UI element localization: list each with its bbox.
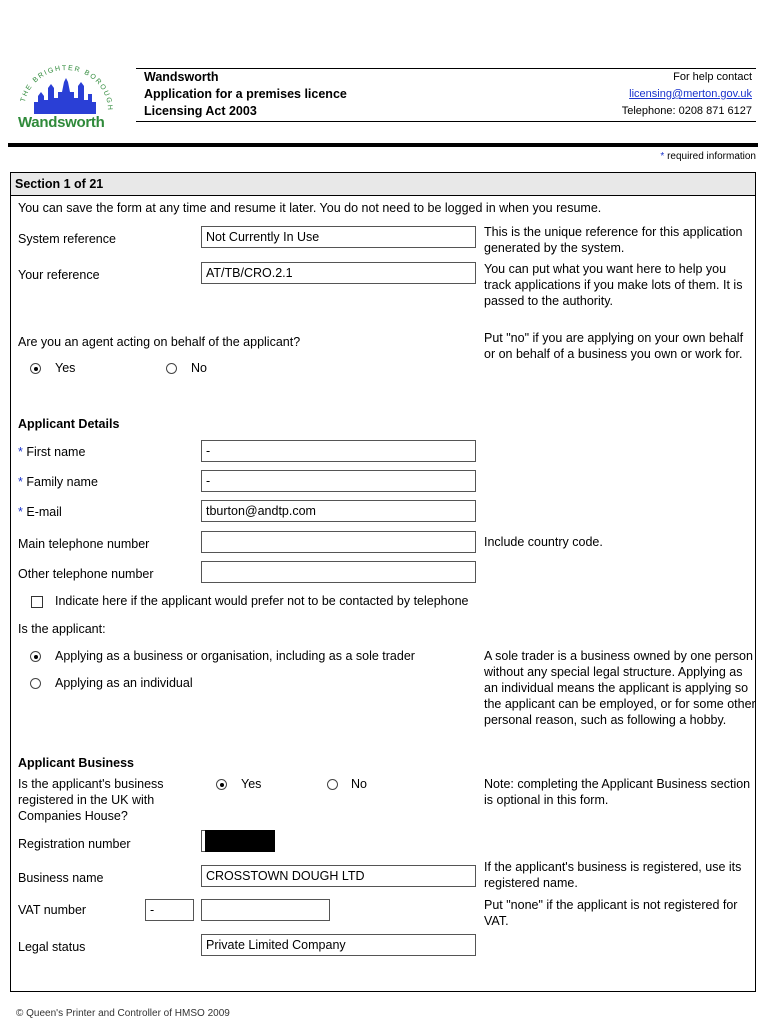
header-form-title: Application for a premises licence <box>144 87 347 101</box>
section-header <box>10 172 756 196</box>
applicant-business-label: Applying as a business or organisation, including as a sole trader <box>55 649 415 663</box>
main-phone-label: Main telephone number <box>18 537 150 551</box>
email-label: * E-mail <box>18 505 62 519</box>
registered-question: Is the applicant's business registered in the UK with Companies House? <box>18 777 164 823</box>
applicant-type-hint: A sole trader is a business owned by one person without any special legal structure. Applying as an individual means the applicant is applying so the applicant can be employed, or for some other personal reason, such as following a hobby. <box>484 649 756 727</box>
registered-no-radio[interactable] <box>327 779 338 790</box>
registration-number-label: Registration number <box>18 837 131 851</box>
help-title: For help contact <box>673 71 752 83</box>
other-phone-label: Other telephone number <box>18 567 154 581</box>
first-name-label: * First name <box>18 445 86 459</box>
legal-status-select[interactable]: Private Limited Company <box>201 934 476 956</box>
registered-hint: Note: completing the Applicant Business section is optional in this form. <box>484 777 751 807</box>
applicant-type-question: Is the applicant: <box>18 622 106 636</box>
section-intro: You can save the form at any time and resume it later. You do not need to be logged in when you resume. <box>18 201 602 215</box>
business-name-hint: If the applicant's business is registered, use its registered name. <box>484 860 742 890</box>
required-star: * <box>18 445 23 459</box>
required-star: * <box>18 505 23 519</box>
help-email-link[interactable]: licensing@merton.gov.uk <box>629 88 752 100</box>
main-phone-input[interactable] <box>201 531 476 553</box>
skyline-icon <box>16 62 116 118</box>
help-phone: Telephone: 0208 871 6127 <box>621 105 752 117</box>
registered-no-label: No <box>351 777 367 791</box>
registered-yes-radio[interactable] <box>216 779 227 790</box>
footer-copyright: © Queen's Printer and Controller of HMSO 2009 <box>16 1008 230 1019</box>
legal-status-label: Legal status <box>18 940 86 954</box>
required-star: * <box>660 151 665 162</box>
system-reference-field: Not Currently In Use <box>201 226 476 248</box>
business-name-label: Business name <box>18 871 104 885</box>
header-council: Wandsworth <box>144 70 219 84</box>
your-reference-input[interactable]: AT/TB/CRO.2.1 <box>201 262 476 284</box>
applicant-details-heading: Applicant Details <box>18 417 120 431</box>
no-phone-contact-checkbox[interactable] <box>31 596 43 608</box>
logo-arc-text: THE BRIGHTER BOROUGH <box>19 64 114 112</box>
other-phone-input[interactable] <box>201 561 476 583</box>
first-name-input[interactable]: - <box>201 440 476 462</box>
agent-hint: Put "no" if you are applying on your own behalf or on behalf of a business you own or work for. <box>484 331 744 361</box>
family-name-input[interactable]: - <box>201 470 476 492</box>
logo-wordmark: Wandsworth <box>18 114 105 131</box>
agent-no-label: No <box>191 361 207 375</box>
required-note-text: required information <box>667 151 756 162</box>
your-reference-label: Your reference <box>18 268 100 282</box>
agent-yes-radio[interactable] <box>30 363 41 374</box>
vat-number-input[interactable] <box>201 899 330 921</box>
agent-no-radio[interactable] <box>166 363 177 374</box>
agent-question: Are you an agent acting on behalf of the applicant? <box>18 335 301 349</box>
main-phone-hint: Include country code. <box>484 535 603 549</box>
applicant-business-radio[interactable] <box>30 651 41 662</box>
applicant-business-heading: Applicant Business <box>18 756 134 770</box>
applicant-individual-label: Applying as an individual <box>55 676 193 690</box>
required-star: * <box>18 475 23 489</box>
registered-yes-label: Yes <box>241 777 262 791</box>
vat-hint: Put "none" if the applicant is not registered for VAT. <box>484 898 738 928</box>
header-rule <box>8 143 758 147</box>
business-name-input[interactable]: CROSSTOWN DOUGH LTD <box>201 865 476 887</box>
vat-prefix-input[interactable]: - <box>145 899 194 921</box>
section-title: Section 1 of 21 <box>15 177 104 191</box>
family-name-label: * Family name <box>18 475 98 489</box>
required-note <box>660 151 756 162</box>
email-input[interactable]: tburton@andtp.com <box>201 500 476 522</box>
system-reference-label: System reference <box>18 232 116 246</box>
no-phone-contact-label: Indicate here if the applicant would prefer not to be contacted by telephone <box>55 594 469 608</box>
header-act: Licensing Act 2003 <box>144 104 257 118</box>
redacted-registration-number <box>205 830 275 852</box>
system-reference-hint: This is the unique reference for this application generated by the system. <box>484 225 743 255</box>
agent-yes-label: Yes <box>55 361 76 375</box>
your-reference-hint: You can put what you want here to help you track applications if you make lots of them. It is passed to the authority. <box>484 262 743 308</box>
applicant-individual-radio[interactable] <box>30 678 41 689</box>
vat-number-label: VAT number <box>18 903 87 917</box>
